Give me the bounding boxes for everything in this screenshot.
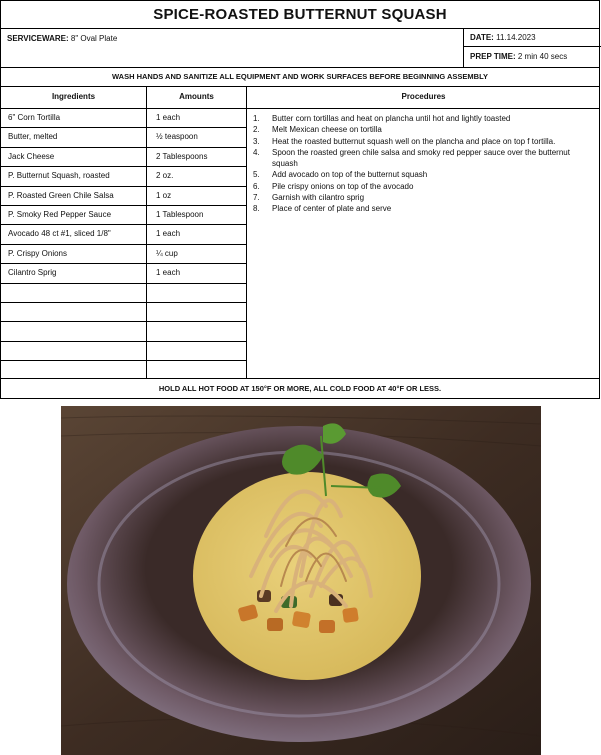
prep-time-line <box>464 47 601 66</box>
procedures-column <box>247 86 600 378</box>
procedure-step <box>253 169 594 180</box>
step-number: 6. <box>253 181 260 191</box>
recipe-table <box>0 86 600 379</box>
ingredient-name: Cilantro Sprig <box>1 264 146 283</box>
ingredient-name: 6" Corn Tortilla <box>1 109 146 128</box>
ingredient-name <box>1 284 146 303</box>
ingredient-name <box>1 342 146 361</box>
procedures-header: Procedures <box>247 86 600 109</box>
step-text: Garnish with cilantro sprig <box>272 193 365 203</box>
procedure-step <box>253 124 594 135</box>
ingredient-amount: 1 oz <box>147 187 246 206</box>
ingredient-amount: 1 each <box>147 109 246 128</box>
amounts-column <box>147 86 247 378</box>
step-text: Add avocado on top of the butternut squash <box>272 170 428 180</box>
ingredient-name: P. Butternut Squash, roasted <box>1 167 146 186</box>
step-number: 7. <box>253 193 260 203</box>
ingredient-amount <box>147 322 246 341</box>
step-text: Place of center of plate and serve <box>272 204 392 214</box>
ingredient-amount: 2 oz. <box>147 167 246 186</box>
step-number: 2. <box>253 125 260 135</box>
ingredient-name: P. Crispy Onions <box>1 245 146 264</box>
ingredient-amount: ½ teaspoon <box>147 128 246 147</box>
ingredients-column <box>1 86 147 378</box>
procedure-step <box>253 203 594 214</box>
step-text: Melt Mexican cheese on tortilla <box>272 125 382 135</box>
amounts-header: Amounts <box>147 86 246 109</box>
hold-notice: HOLD ALL HOT FOOD AT 150°F OR MORE, ALL COLD FOOD AT 40°F OR LESS. <box>0 378 600 399</box>
dish-photo <box>61 406 541 755</box>
ingredient-name: P. Smoky Red Pepper Sauce <box>1 206 146 225</box>
ingredient-amount <box>147 342 246 361</box>
prep-time-label: PREP TIME: <box>470 52 516 61</box>
ingredient-name <box>1 322 146 341</box>
procedure-step <box>253 136 594 147</box>
step-text: Butter corn tortillas and heat on plancha until hot and lightly toasted <box>272 114 511 123</box>
ingredient-cells <box>1 109 146 380</box>
date-line <box>464 28 601 47</box>
ingredient-amount: ¼ cup <box>147 245 246 264</box>
ingredients-header: Ingredients <box>1 86 146 109</box>
serviceware <box>7 34 117 43</box>
ingredient-name: P. Roasted Green Chile Salsa <box>1 187 146 206</box>
ingredient-amount: 1 Tablespoon <box>147 206 246 225</box>
serviceware-label: SERVICEWARE: <box>7 34 69 43</box>
ingredient-amount: 1 each <box>147 264 246 283</box>
procedure-step <box>253 147 594 170</box>
procedure-list <box>247 109 600 215</box>
date-label: DATE: <box>470 33 494 42</box>
step-number: 8. <box>253 204 260 214</box>
ingredient-amount: 1 each <box>147 225 246 244</box>
prep-time-value: 2 min 40 secs <box>517 52 568 61</box>
procedure-step <box>253 181 594 192</box>
meta-row <box>0 28 600 68</box>
step-number: 5. <box>253 170 260 180</box>
ingredient-name: Avocado 48 ct #1, sliced 1/8" <box>1 225 146 244</box>
ingredient-name: Jack Cheese <box>1 148 146 167</box>
recipe-title: SPICE-ROASTED BUTTERNUT SQUASH <box>0 0 600 29</box>
amount-cells <box>147 109 246 380</box>
step-text: Spoon the roasted green chile salsa and smoky red pepper sauce over the butternut squash <box>272 147 570 169</box>
procedure-step <box>253 113 594 124</box>
step-number: 1. <box>253 114 260 123</box>
ingredient-name <box>1 303 146 322</box>
ingredient-amount <box>147 284 246 303</box>
ingredient-name: Butter, melted <box>1 128 146 147</box>
date-value: 11.14.2023 <box>496 33 536 42</box>
step-number: 3. <box>253 136 260 146</box>
wash-notice: WASH HANDS AND SANITIZE ALL EQUIPMENT AND WORK SURFACES BEFORE BEGINNING ASSEMBLY <box>0 67 600 87</box>
procedure-step <box>253 192 594 203</box>
meta-right <box>463 28 601 67</box>
ingredient-amount <box>147 303 246 322</box>
ingredient-amount: 2 Tablespoons <box>147 148 246 167</box>
step-number: 4. <box>253 147 260 157</box>
step-text: Heat the roasted butternut squash well on the plancha and place on top f tortilla. <box>272 136 556 146</box>
dish-illustration <box>61 406 541 755</box>
serviceware-value: 8" Oval Plate <box>70 34 118 43</box>
step-text: Pile crispy onions on top of the avocado <box>272 181 414 191</box>
